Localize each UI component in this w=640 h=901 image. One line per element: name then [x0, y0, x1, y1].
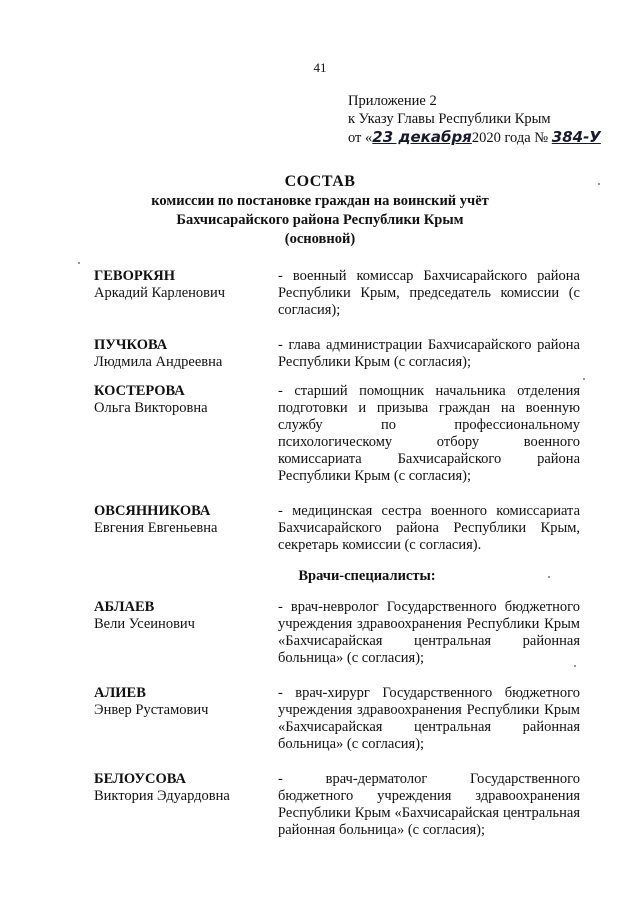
title-main: СОСТАВ [284, 173, 356, 190]
specialist-given-name: Вели Усеинович [94, 616, 195, 632]
title-line-3: (основной) [284, 231, 356, 247]
handwritten-date: 23 декабря [372, 128, 472, 146]
member-surname: ГЕВОРКЯН [94, 268, 175, 284]
member-given-name: Аркадий Карленович [94, 285, 226, 301]
member-surname: ОВСЯННИКОВА [94, 503, 211, 519]
member-given-name: Людмила Андреевна [94, 354, 223, 370]
commission-members [94, 268, 580, 839]
specialist-given-name: Виктория Эдуардовна [94, 788, 230, 804]
specialist-surname: АЛИЕВ [94, 685, 146, 701]
member-duty: - старший помощник начальника отделения подготовки и призыва граждан на военную службу по профессиональному психологическому отбору военного комиссариата Бахчисарайского района Республики Крым (с согласия); [278, 383, 580, 484]
specialist-row [94, 685, 580, 753]
document-title [0, 172, 640, 249]
annex-date-suffix: 2020 года № [471, 130, 549, 146]
member-duty: - медицинская сестра военного комиссариата Бахчисарайского района Республики Крым, секретарь комиссии (с согласия). [278, 503, 580, 553]
scan-speck [548, 576, 550, 578]
scan-speck [598, 183, 600, 185]
member-row [94, 268, 580, 319]
specialist-row [94, 771, 580, 839]
specialists-heading: Врачи-специалисты: [298, 568, 436, 584]
annex-date-prefix: от « [348, 130, 373, 146]
specialist-row [94, 599, 580, 667]
specialist-given-name: Энвер Рустамович [94, 702, 209, 718]
scan-speck [574, 665, 576, 667]
scan-speck [78, 262, 80, 264]
annex-line-1: Приложение 2 [348, 93, 437, 109]
annex-block [348, 92, 601, 147]
member-given-name: Евгения Евгеньевна [94, 520, 218, 536]
page-number: 41 [313, 60, 327, 75]
annex-line-2: к Указу Главы Республики Крым [348, 111, 551, 127]
member-surname: КОСТЕРОВА [94, 383, 185, 399]
member-row [94, 383, 580, 485]
member-surname: ПУЧКОВА [94, 337, 168, 353]
specialist-duty: - врач-дерматолог Государственного бюджетного учреждения здравоохранения Республики Крым «Бахчисарайская центральная районная больница» (с согласия); [278, 771, 580, 838]
specialist-surname: АБЛАЕВ [94, 599, 155, 615]
specialist-duty: - врач-невролог Государственного бюджетного учреждения здравоохранения Республики Крым «Бахчисарайская центральная районная больница» (с согласия); [278, 599, 580, 666]
member-row [94, 503, 580, 554]
title-line-1: комиссии по постановке граждан на воинский учёт [151, 193, 489, 209]
member-duty: - военный комиссар Бахчисарайского района Республики Крым, председатель комиссии (с согласия); [278, 268, 580, 318]
handwritten-decree-number: 384-У [551, 128, 601, 146]
annex-line-3 [348, 128, 601, 147]
specialist-duty: - врач-хирург Государственного бюджетного учреждения здравоохранения Республики Крым «Бахчисарайская центральная районная больница» (с согласия); [278, 685, 580, 752]
member-given-name: Ольга Викторовна [94, 400, 208, 416]
member-duty: - глава администрации Бахчисарайского района Республики Крым (с согласия); [278, 337, 580, 370]
title-line-2: Бахчисарайского района Республики Крым [176, 212, 464, 228]
specialist-surname: БЕЛОУСОВА [94, 771, 186, 787]
member-row [94, 337, 580, 371]
scan-speck [583, 378, 585, 380]
